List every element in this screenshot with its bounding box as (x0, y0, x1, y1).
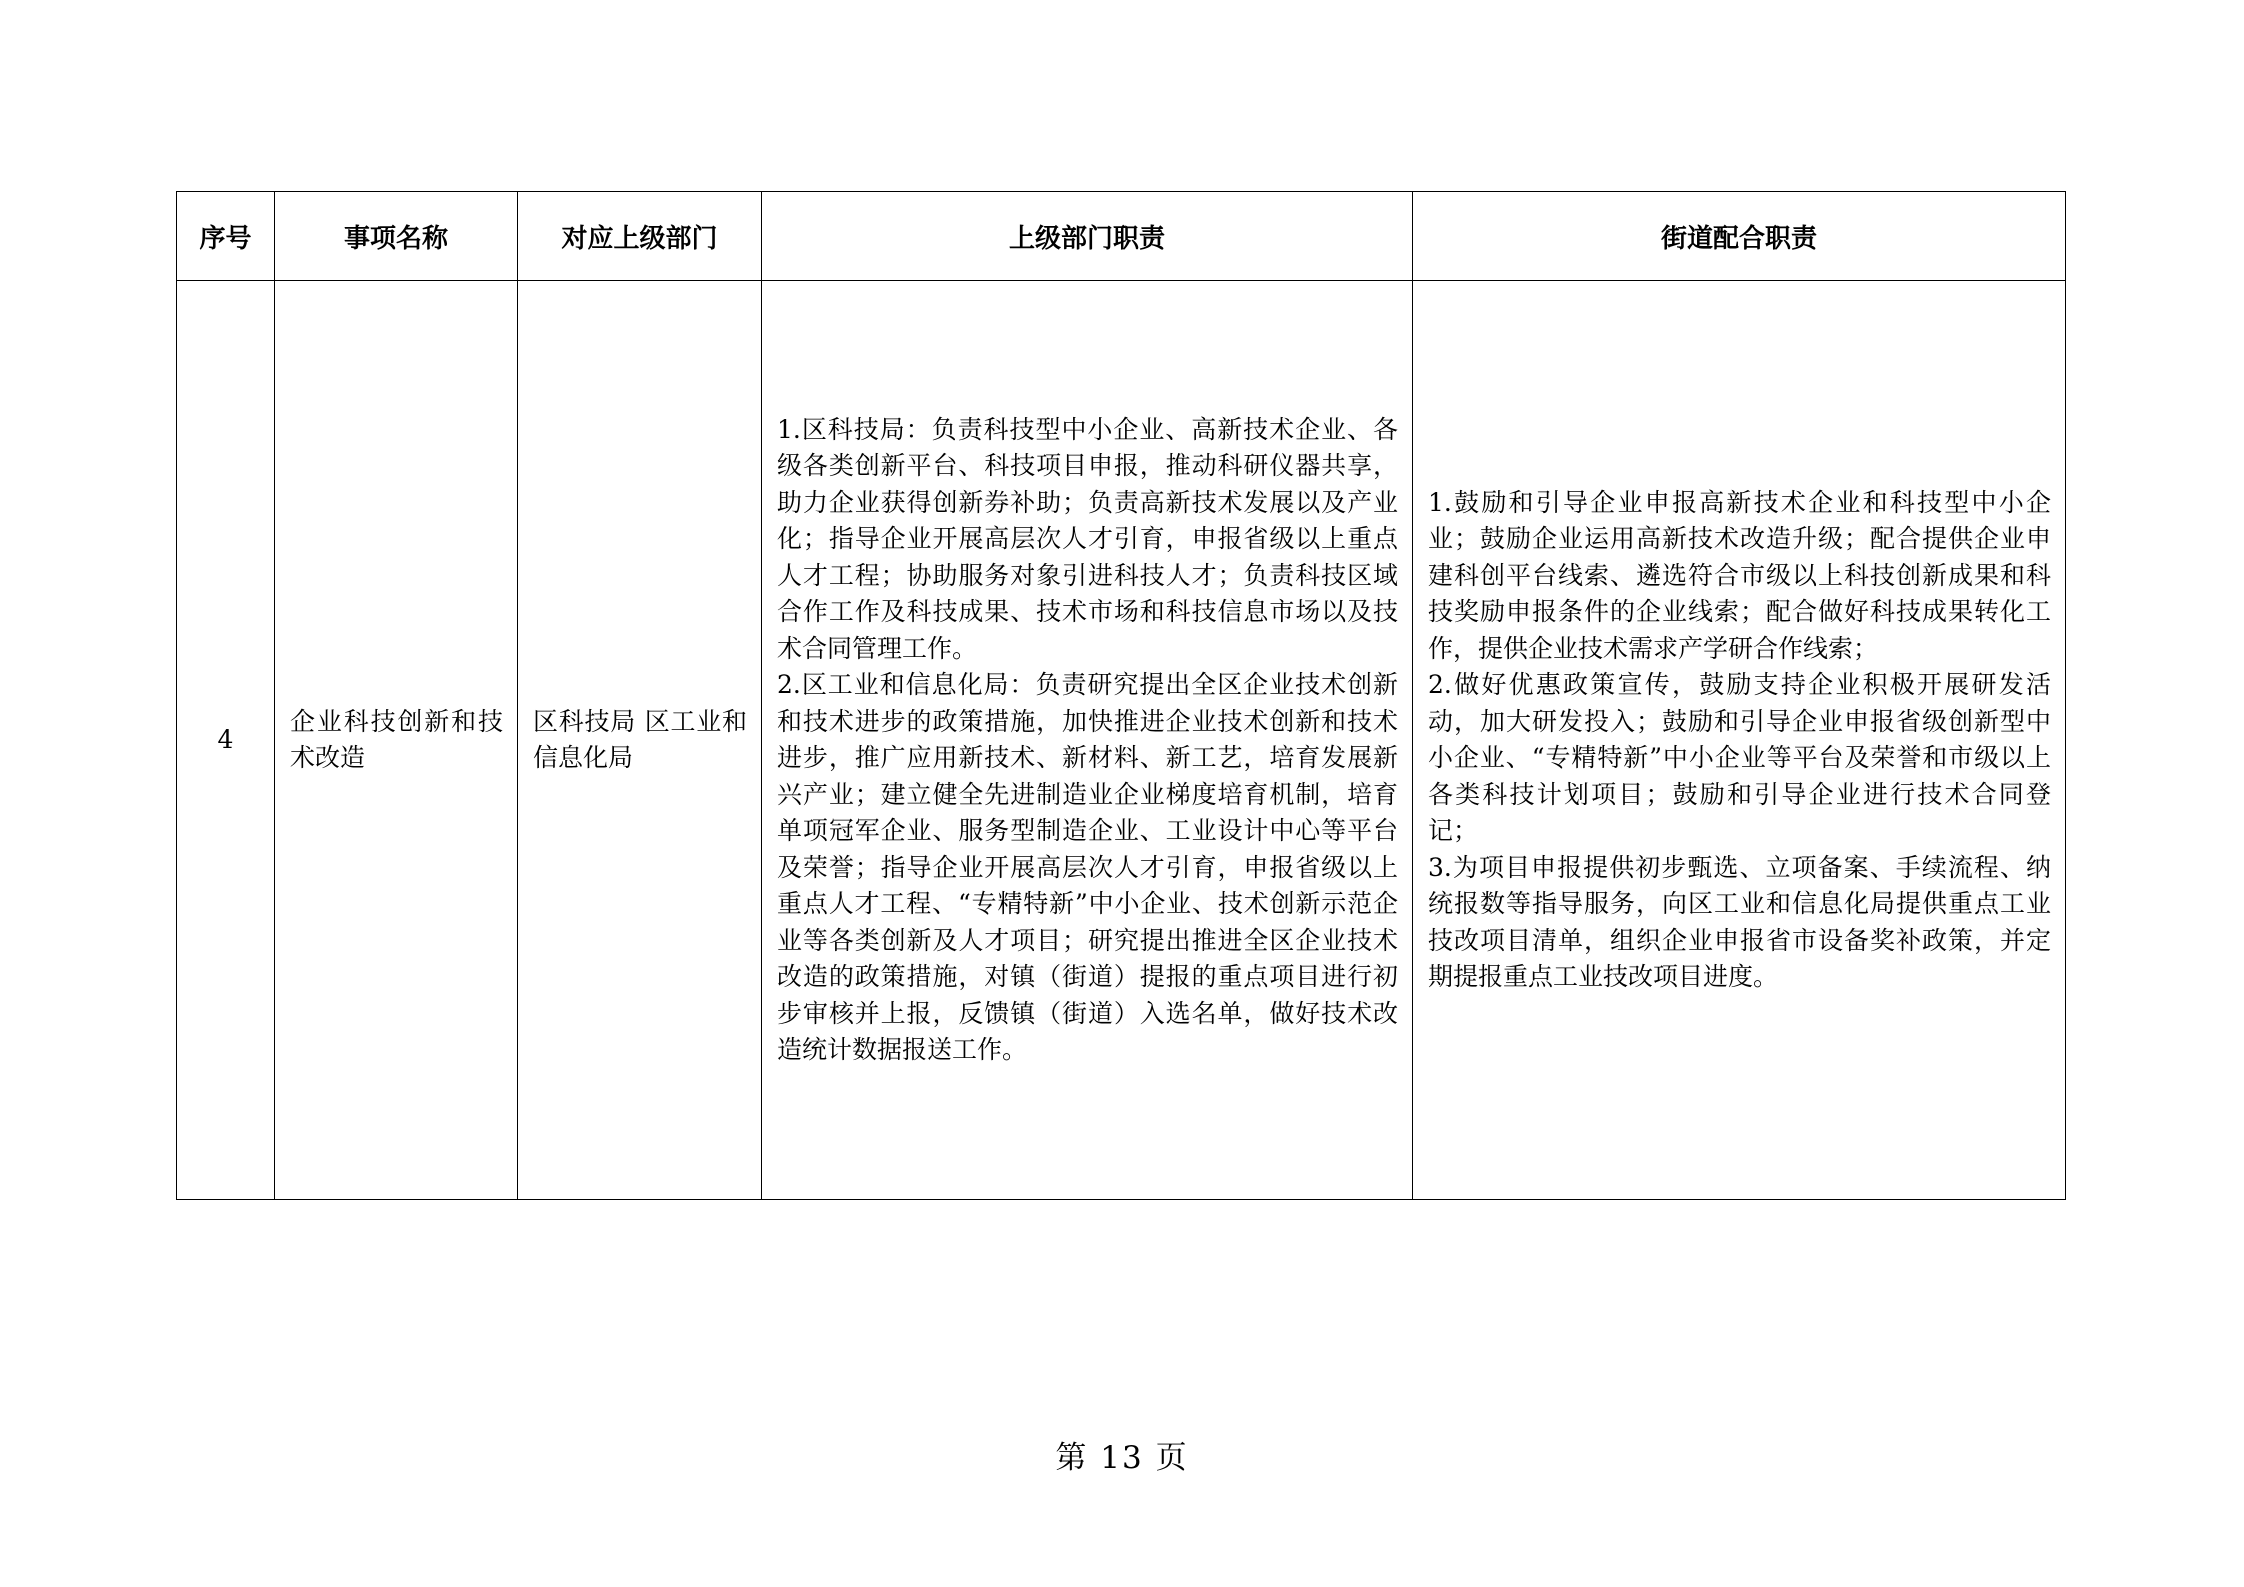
item-name-text: 企业科技创新和技术改造 (290, 706, 503, 772)
header-superior-dept: 对应上级部门 (518, 192, 762, 281)
cell-street-duties (1413, 281, 2066, 1200)
responsibility-table (176, 191, 2066, 1200)
header-street-duties: 街道配合职责 (1413, 192, 2066, 281)
cell-item-name (275, 281, 518, 1200)
table-row (177, 281, 2066, 1200)
superior-dept-text: 区科技局 区工业和信息化局 (533, 706, 747, 772)
superior-duty-paragraph: 2.区工业和信息化局：负责研究提出全区企业技术创新和技术进步的政策措施，加快推进企业技术创新和技术进步，推广应用新技术、新材料、新工艺，培育发展新兴产业；建立健全先进制造业企业梯度培育机制，培育单项冠军企业、服务型制造企业、工业设计中心等平台及荣誉；指导企业开展高层次人才引育，申报省级以上重点人才工程、“专精特新”中小企业、技术创新示范企业等各类创新及人才项目；研究提出推进全区企业技术改造的政策措施，对镇（街道）提报的重点项目进行初步审核并上报，反馈镇（街道）入选名单，做好技术改造统计数据报送工作。 (777, 670, 1398, 1064)
header-item-name: 事项名称 (275, 192, 518, 281)
cell-superior-dept (518, 281, 762, 1200)
street-duty-paragraph: 2.做好优惠政策宣传，鼓励支持企业积极开展研发活动，加大研发投入；鼓励和引导企业申报省级创新型中小企业、“专精特新”中小企业等平台及荣誉和市级以上各类科技计划项目；鼓励和引导企业进行技术合同登记； (1428, 670, 2051, 845)
page-number: 第 13 页 (1055, 1440, 1189, 1476)
table-header-row (177, 192, 2066, 281)
street-duty-paragraph: 3.为项目申报提供初步甄选、立项备案、手续流程、纳统报数等指导服务，向区工业和信息化局提供重点工业技改项目清单，组织企业申报省市设备奖补政策，并定期提报重点工业技改项目进度。 (1428, 852, 2051, 991)
superior-duty-paragraph: 1.区科技局：负责科技型中小企业、高新技术企业、各级各类创新平台、科技项目申报，推动科研仪器共享，助力企业获得创新券补助；负责高新技术发展以及产业化；指导企业开展高层次人才引育，申报省级以上重点人才工程；协助服务对象引进科技人才；负责科技区域合作工作及科技成果、技术市场和科技信息市场以及技术合同管理工作。 (777, 414, 1398, 663)
cell-superior-duties (762, 281, 1413, 1200)
header-superior-duties: 上级部门职责 (762, 192, 1413, 281)
street-duty-paragraph: 1.鼓励和引导企业申报高新技术企业和科技型中小企业；鼓励企业运用高新技术改造升级；配合提供企业申建科创平台线索、遴选符合市级以上科技创新成果和科技奖励申报条件的企业线索；配合做好科技成果转化工作，提供企业技术需求产学研合作线索； (1428, 487, 2051, 663)
cell-row-number: 4 (177, 281, 275, 1200)
header-no: 序号 (177, 192, 275, 281)
